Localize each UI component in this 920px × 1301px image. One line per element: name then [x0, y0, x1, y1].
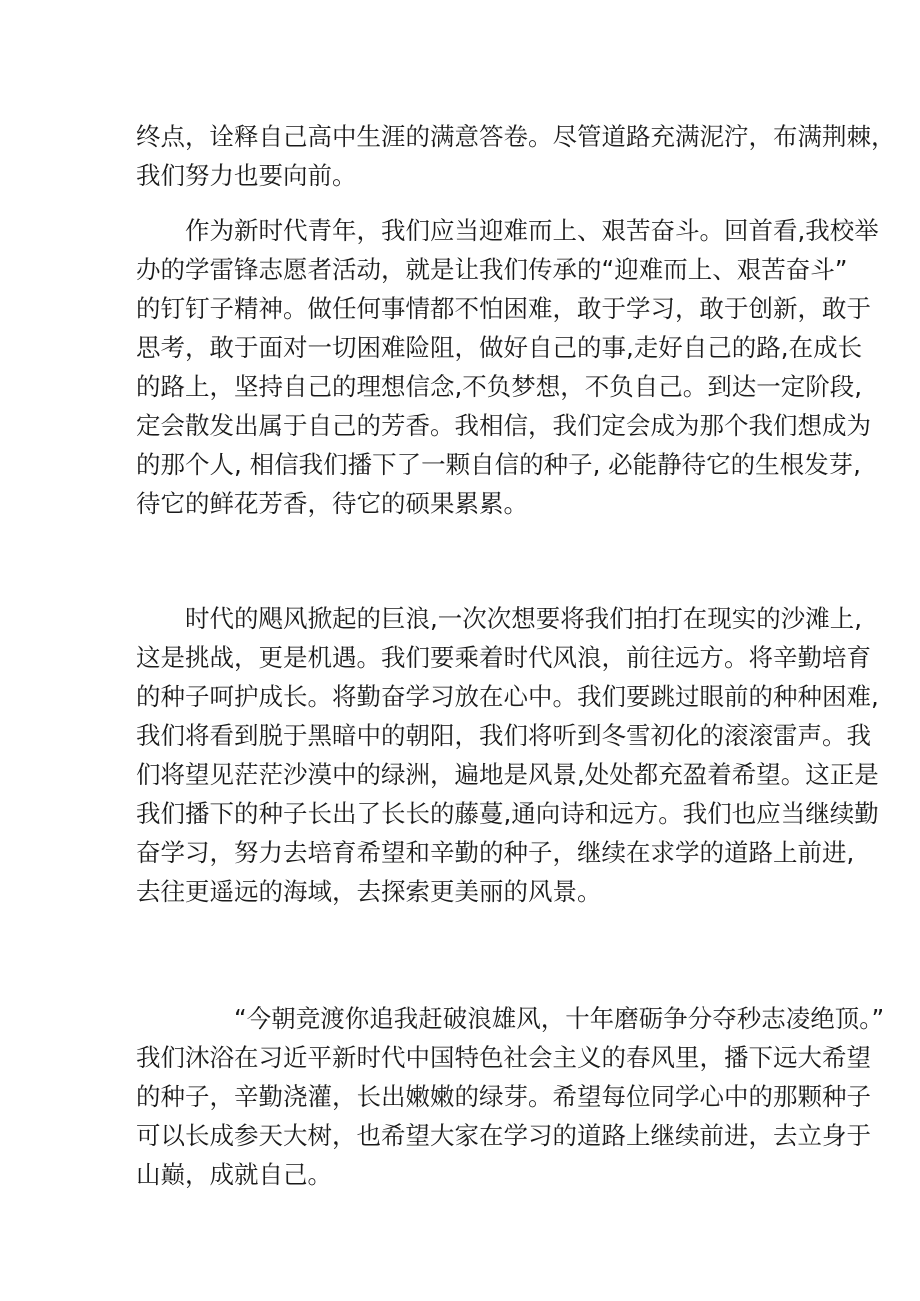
text-line: 的钉钉子精神。做任何事情都不怕困难，敢于学习，敢于创新，敢于 [136, 294, 871, 323]
text-line: 终点，诠释自己高中生涯的满意答卷。尽管道路充满泥泞，布满荆棘， [136, 122, 896, 151]
text-line: 定会散发出属于自己的芳香。我相信，我们定会成为那个我们想成为 [136, 411, 871, 440]
text-line: 奋学习，努力去培育希望和辛勤的种子，继续在求学的道路上前进, [136, 838, 855, 867]
text-line: 的种子，辛勤浇灌，长出嫩嫩的绿芽。希望每位同学心中的那颗种子 [136, 1082, 871, 1111]
text-line: 我们播下的种子长出了长长的藤蔓,通向诗和远方。我们也应当继续勤 [136, 799, 879, 828]
text-line: 这是挑战，更是机遇。我们要乘着时代风浪，前往远方。将辛勤培育 [136, 643, 871, 672]
text-line: 的种子呵护成长。将勤奋学习放在心中。我们要跳过眼前的种种困难, [136, 682, 879, 711]
text-line: 时代的飓风掀起的巨浪,一次次想要将我们拍打在现实的沙滩上, [185, 604, 863, 633]
text-line: 山巅，成就自己。 [136, 1160, 332, 1189]
text-line: 去往更遥远的海域，去探索更美丽的风景。 [136, 877, 602, 906]
text-line: 办的学雷锋志愿者活动，就是让我们传承的“迎难而上、艰苦奋斗” [136, 255, 848, 284]
paragraph-4 [136, 999, 885, 1194]
text-line: 思考，敢于面对一切困难险阻，做好自己的事,走好自己的路,在成长 [136, 333, 863, 362]
text-line: 我们将看到脱于黑暗中的朝阳，我们将听到冬雪初化的滚滚雷声。我 [136, 721, 871, 750]
text-line: 我们沐浴在习近平新时代中国特色社会主义的春风里，播下远大希望 [136, 1043, 871, 1072]
text-line: 可以长成参天大树，也希望大家在学习的道路上继续前进，去立身于 [136, 1121, 871, 1150]
text-line: 我们努力也要向前。 [136, 161, 357, 190]
text-line: “今朝竞渡你追我赶破浪雄风，十年磨砺争分夺秒志凌绝顶。” [234, 1004, 885, 1033]
text-line: 作为新时代青年，我们应当迎难而上、艰苦奋斗。回首看,我校举 [185, 216, 879, 245]
paragraph-1 [136, 117, 896, 195]
text-line: 的路上，坚持自己的理想信念,不负梦想，不负自己。到达一定阶段, [136, 372, 863, 401]
text-line: 们将望见茫茫沙漠中的绿洲，遍地是风景,处处都充盈着希望。这正是 [136, 760, 879, 789]
paragraph-2 [136, 211, 879, 523]
paragraph-3 [136, 599, 879, 911]
text-line: 的那个人, 相信我们播下了一颗自信的种子, 必能静待它的生根发芽, [136, 450, 861, 479]
text-line: 待它的鲜花芳香，待它的硕果累累。 [136, 489, 528, 518]
